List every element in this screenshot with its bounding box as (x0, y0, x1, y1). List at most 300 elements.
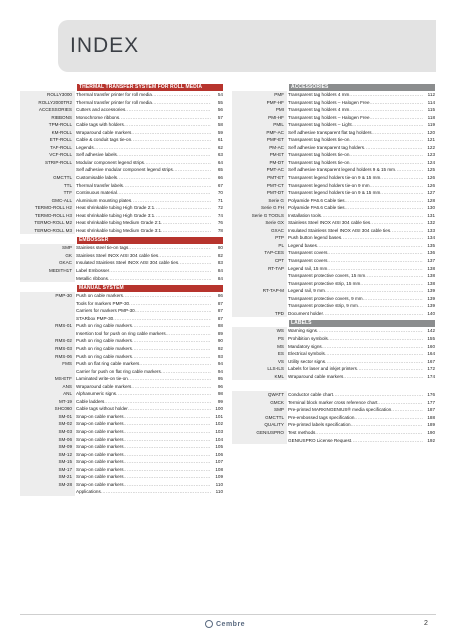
dot-leader (124, 121, 211, 129)
index-entry[interactable] (20, 330, 223, 338)
index-entry[interactable] (20, 436, 223, 444)
index-entry[interactable] (20, 136, 223, 144)
dot-leader (144, 159, 211, 167)
entry-page: 142 (427, 328, 435, 334)
index-entry[interactable] (232, 295, 435, 303)
entry-description-text: Snap-on cable markers (76, 444, 124, 450)
dot-leader (321, 212, 423, 220)
index-entry[interactable] (232, 265, 435, 273)
entry-code: SM-01 (20, 413, 75, 421)
dot-leader (152, 91, 211, 99)
index-entry[interactable] (20, 99, 223, 107)
entry-description (287, 212, 423, 220)
dot-leader (116, 390, 211, 398)
entry-page: 82 (217, 252, 223, 258)
index-entry[interactable] (20, 212, 223, 220)
dot-leader (391, 406, 423, 414)
entry-description (75, 330, 211, 338)
dot-leader (113, 315, 211, 323)
entry-page: 59 (217, 129, 223, 135)
section-header: ACCESSORIES (289, 84, 435, 91)
index-entry[interactable] (20, 151, 223, 159)
entry-description (287, 429, 423, 437)
index-entry[interactable] (20, 322, 223, 330)
entry-description-text: Snap-on cable markers (76, 459, 124, 465)
dot-leader (128, 405, 211, 413)
index-entry[interactable] (20, 443, 223, 451)
index-entry[interactable] (232, 106, 435, 114)
entry-page: 98 (217, 391, 223, 397)
entry-code: RMS-01 (20, 322, 75, 330)
entry-description-text: Push on ring cable markers (76, 345, 132, 351)
dot-leader (341, 234, 423, 242)
dot-leader (166, 330, 211, 338)
entry-code: ANL (20, 390, 75, 398)
entry-description-text: Legend bases (288, 242, 317, 248)
entry-description-text: Transparent protective strip, 15 mm (288, 280, 361, 286)
entry-code: PMF-HF (232, 99, 287, 107)
entry-description (287, 129, 423, 137)
entry-description (75, 405, 211, 413)
dot-leader (345, 197, 423, 205)
entry-description (287, 272, 423, 280)
dot-leader (132, 345, 211, 353)
index-entry[interactable] (20, 106, 223, 114)
entry-description (75, 166, 211, 174)
entry-code (20, 307, 75, 315)
index-entry[interactable] (232, 414, 435, 422)
entry-description-text: Transparent legend holders tie-on 9 & 15 mm (288, 175, 381, 181)
entry-page: 114 (427, 99, 435, 105)
index-entry[interactable] (232, 365, 435, 373)
entry-code: WS (232, 327, 287, 335)
index-entry[interactable] (20, 114, 223, 122)
entry-code: PS (232, 335, 287, 343)
index-entry[interactable] (20, 189, 223, 197)
index-entry[interactable] (232, 358, 435, 366)
entry-page: 137 (427, 258, 435, 264)
index-entry[interactable] (20, 481, 223, 489)
entry-description-text: Customisable labels (76, 175, 118, 181)
index-entry[interactable] (20, 91, 223, 99)
dot-leader (327, 257, 423, 265)
entry-code: ETF-ROLL (20, 136, 75, 144)
entry-code: PMT-DT (232, 189, 287, 197)
dot-leader (178, 259, 211, 267)
entry-code: PMT-ET (232, 174, 287, 182)
entry-description-text: Terminal block marker cross reference chart (288, 399, 378, 405)
entry-description (287, 159, 423, 167)
entry-description-text: Pre-printed labels specification (288, 422, 351, 428)
index-entry[interactable] (232, 166, 435, 174)
index-entry[interactable] (20, 360, 223, 368)
entry-code: TPM-ROLL (20, 121, 75, 129)
entry-description-text: Legend rail, 9 mm (288, 288, 325, 294)
entry-code: GMCTTL (232, 414, 287, 422)
index-entry[interactable] (20, 275, 223, 283)
entry-code: RT-TAP (232, 265, 287, 273)
index-entry[interactable] (20, 451, 223, 459)
entry-description-text: Insertion tool for push on ring cable markers (76, 330, 166, 336)
dot-leader (360, 280, 423, 288)
index-entry[interactable] (232, 257, 435, 265)
dot-leader (128, 375, 211, 383)
dot-leader (395, 166, 423, 174)
index-entry[interactable] (20, 375, 223, 383)
entry-page: 128 (427, 197, 435, 203)
entry-code: SM-28 (20, 481, 75, 489)
entry-description-text: Prohibition symbols (288, 335, 328, 341)
index-entry[interactable] (232, 204, 435, 212)
index-entry[interactable] (20, 405, 223, 413)
brand-name: Cembre (216, 620, 246, 628)
entry-description (75, 322, 211, 330)
index-entry[interactable] (20, 121, 223, 129)
index-entry[interactable] (232, 129, 435, 137)
entry-page: 126 (427, 182, 435, 188)
index-entry[interactable] (232, 302, 435, 310)
entry-page: 124 (427, 159, 435, 165)
entry-page: 57 (217, 114, 223, 120)
entry-page: 140 (427, 310, 435, 316)
dot-leader (357, 365, 423, 373)
entry-page: 100 (215, 406, 223, 412)
index-entry[interactable] (232, 144, 435, 152)
index-entry[interactable] (20, 353, 223, 361)
entry-page: 93 (217, 353, 223, 359)
entry-code: GMCTTL (20, 174, 75, 182)
entry-page: 131 (427, 212, 435, 218)
dot-leader (128, 244, 211, 252)
entry-description-text: Push on ring cable markers (76, 338, 132, 344)
entry-page: 155 (427, 335, 435, 341)
entry-code: PMT-CT (232, 182, 287, 190)
dot-leader (343, 373, 423, 381)
entry-description-text: Wraparound cable markers (288, 373, 344, 379)
entry-page: 132 (427, 220, 435, 226)
dot-leader (125, 106, 211, 114)
entry-code: TERMO-ROLL H3 (20, 212, 75, 220)
index-entry[interactable] (20, 488, 223, 496)
index-entry[interactable] (232, 437, 435, 445)
entry-description (75, 420, 211, 428)
index-entry[interactable] (20, 307, 223, 315)
entry-code: QUALITY (232, 421, 287, 429)
entry-code (20, 275, 75, 283)
index-entry[interactable] (232, 212, 435, 220)
dot-leader (370, 219, 423, 227)
dot-leader (131, 136, 211, 144)
entry-code: TAP-CES (232, 249, 287, 257)
dot-leader (352, 121, 423, 129)
entry-description-text: Polyamide PA6.6 Cable ties (288, 197, 345, 203)
index-entry[interactable] (20, 144, 223, 152)
entry-code: PMP-30 (20, 292, 75, 300)
entry-page: 110 (215, 489, 223, 495)
index-entry[interactable] (232, 159, 435, 167)
entry-page: 139 (427, 295, 435, 301)
entry-page: 192 (427, 437, 435, 443)
index-entry[interactable] (232, 99, 435, 107)
entry-description (75, 451, 211, 459)
entry-description (287, 280, 423, 288)
index-entry[interactable] (232, 421, 435, 429)
entry-code: RMS-02 (20, 337, 75, 345)
entry-code: SM-09 (20, 443, 75, 451)
index-entry[interactable] (232, 114, 435, 122)
entry-code: KML (232, 373, 287, 381)
entry-description (287, 249, 423, 257)
index-entry[interactable] (232, 287, 435, 295)
dot-leader (129, 300, 211, 308)
index-entry[interactable] (232, 227, 435, 235)
index-entry[interactable] (232, 121, 435, 129)
index-entry[interactable] (232, 350, 435, 358)
index-entry[interactable] (20, 390, 223, 398)
index-entry[interactable] (20, 182, 223, 190)
entry-description-text: Modular component legend strips (76, 159, 144, 165)
entry-description (287, 234, 423, 242)
dot-leader (317, 327, 423, 335)
index-entry[interactable] (20, 174, 223, 182)
index-entry[interactable] (232, 219, 435, 227)
entry-description-text: Transparent protective strip, 9 mm (288, 303, 358, 309)
entry-page: 64 (217, 159, 223, 165)
entry-page: 160 (427, 343, 435, 349)
dot-leader (119, 114, 211, 122)
entry-description-text: Stainless steel tie-on tags (76, 245, 129, 251)
entry-description (287, 327, 423, 335)
dot-leader (349, 151, 423, 159)
index-entry[interactable] (232, 189, 435, 197)
entry-code: ROLLY3000 (20, 91, 75, 99)
index-entry[interactable] (232, 391, 435, 399)
index-entry[interactable] (20, 300, 223, 308)
entry-code (232, 295, 287, 303)
dot-leader (131, 383, 211, 391)
entry-code: GXAC (232, 227, 287, 235)
index-entry[interactable] (20, 259, 223, 267)
entry-description (75, 275, 211, 283)
index-entry[interactable] (232, 327, 435, 335)
entry-page: 134 (427, 235, 435, 241)
dot-leader (327, 265, 423, 273)
entry-description (75, 121, 211, 129)
index-entry[interactable] (20, 428, 223, 436)
entry-page: 188 (427, 414, 435, 420)
entry-page: 172 (427, 366, 435, 372)
index-entry[interactable] (20, 227, 223, 235)
entry-description-text: Snap-on cable markers (76, 413, 124, 419)
dot-leader (370, 99, 423, 107)
dot-leader (354, 414, 423, 422)
entry-description-text: Stainless Steel INOX AISI 304 cable ties (288, 220, 371, 226)
index-entry[interactable] (232, 91, 435, 99)
index-entry[interactable] (20, 166, 223, 174)
index-entry[interactable] (20, 413, 223, 421)
index-entry[interactable] (232, 429, 435, 437)
entry-page: 62 (217, 144, 223, 150)
entry-description-text: Applications (76, 489, 101, 495)
entry-description-text: Cable tags with holders (76, 122, 124, 128)
entry-page: 87 (217, 308, 223, 314)
entry-description-text: Snap-on cable markers (76, 466, 124, 472)
entry-description (75, 390, 211, 398)
index-entry[interactable] (20, 292, 223, 300)
entry-description-text: Cable & conduit tags tie-on (76, 137, 132, 143)
index-entry[interactable] (232, 335, 435, 343)
entry-code (20, 300, 75, 308)
index-entry[interactable] (232, 310, 435, 318)
page-number: 2 (424, 620, 428, 627)
entry-description-text: Transparent covers (288, 258, 328, 264)
entry-code: GKAC (20, 259, 75, 267)
entry-description-text: Warning signs (288, 328, 317, 334)
dot-leader (131, 197, 211, 205)
index-entry[interactable] (232, 234, 435, 242)
entry-code (20, 330, 75, 338)
index-entry[interactable] (20, 219, 223, 227)
entry-description (287, 197, 423, 205)
index-entry[interactable] (20, 244, 223, 252)
entry-description (75, 428, 211, 436)
index-entry[interactable] (232, 197, 435, 205)
entry-page: 135 (427, 242, 435, 248)
entry-description (287, 358, 423, 366)
index-entry[interactable] (20, 267, 223, 275)
entry-description-text: Thermal transfer printer for roll media (76, 92, 152, 97)
entry-page: 190 (427, 429, 435, 435)
section-header: THERMAL TRANSFER SYSTEM FOR ROLL MEDIA (77, 84, 223, 91)
entry-description (75, 473, 211, 481)
index-entry[interactable] (232, 136, 435, 144)
entry-description (75, 383, 211, 391)
entry-description-text: Transparent legend holders tie-on 9 mm (288, 182, 370, 188)
index-entry[interactable] (232, 174, 435, 182)
entry-description (75, 259, 211, 267)
entry-code: TTL (20, 182, 75, 190)
entry-code (232, 437, 287, 445)
index-entry[interactable] (20, 315, 223, 323)
index-entry[interactable] (232, 242, 435, 250)
entry-description (287, 219, 423, 227)
index-entry[interactable] (20, 337, 223, 345)
dot-leader (333, 391, 423, 399)
entry-description-text: Heat shrinkable tubing Medium Grade 3:1 (76, 227, 162, 233)
dot-leader (124, 466, 212, 474)
entry-description (287, 204, 423, 212)
entry-code: Serie GX (232, 219, 287, 227)
index-entry[interactable] (20, 159, 223, 167)
index-entry[interactable] (232, 373, 435, 381)
dot-leader (117, 189, 211, 197)
index-entry[interactable] (20, 345, 223, 353)
entry-page: 70 (217, 190, 223, 196)
entry-description (287, 136, 423, 144)
index-entry[interactable] (232, 280, 435, 288)
entry-code: TPD (232, 310, 287, 318)
entry-description-text: Transparent legend holders tie-on 9 & 15 mm (288, 190, 381, 196)
entry-page: 65 (217, 167, 223, 173)
entry-page: 63 (217, 152, 223, 158)
entry-description (287, 391, 423, 399)
entry-description (287, 227, 423, 235)
entry-page: 87 (217, 315, 223, 321)
entry-description-text: Heat shrinkable tubing High Grade 2:1 (76, 205, 155, 211)
entry-description-text: Label Embosser (76, 268, 110, 274)
entry-description (75, 219, 211, 227)
dot-leader (364, 144, 423, 152)
entry-description (75, 197, 211, 205)
entry-description-text: Self adhesive transparent legend holders 9 & 15 mm (288, 167, 395, 173)
entry-code: VCF-ROLL (20, 151, 75, 159)
index-entry[interactable] (20, 197, 223, 205)
index-entry[interactable] (20, 252, 223, 260)
entry-page: 72 (217, 205, 223, 211)
index-entry[interactable] (232, 151, 435, 159)
index-entry[interactable] (20, 204, 223, 212)
index-entry[interactable] (20, 420, 223, 428)
entry-page: 136 (427, 250, 435, 256)
entry-page: 107 (215, 459, 223, 465)
entry-description-text: Legends (76, 144, 94, 150)
entry-code: Serie G FH (232, 204, 287, 212)
entry-page: 87 (217, 300, 223, 306)
entry-description-text: Self adhesive modular component legend strips (76, 167, 173, 173)
entry-code: MS (232, 343, 287, 351)
index-entry[interactable] (20, 458, 223, 466)
entry-description-text: Metallic ribbons (76, 275, 108, 281)
entry-description (287, 114, 423, 122)
entry-description-text: Thermal transfer printer for roll media (76, 99, 152, 105)
entry-description-text: Heat shrinkable tubing Medium Grade 2:1 (76, 220, 162, 226)
index-entry[interactable] (20, 398, 223, 406)
index-entry[interactable] (232, 182, 435, 190)
index-entry[interactable] (232, 343, 435, 351)
dot-leader (363, 295, 423, 303)
index-entry[interactable] (20, 383, 223, 391)
entry-page: 71 (217, 197, 223, 203)
dot-leader (124, 443, 212, 451)
dot-leader (131, 129, 211, 137)
entry-page: 133 (427, 227, 435, 233)
entry-page: 177 (427, 399, 435, 405)
index-entry[interactable] (232, 406, 435, 414)
entry-description (287, 287, 423, 295)
index-entry[interactable] (20, 466, 223, 474)
index-entry[interactable] (232, 272, 435, 280)
dot-leader (124, 481, 212, 489)
entry-code: Serie G (232, 197, 287, 205)
index-entry[interactable] (20, 368, 223, 376)
dot-leader (380, 174, 423, 182)
entry-description (75, 267, 211, 275)
dot-leader (345, 204, 423, 212)
entry-code: PMT-AC (232, 166, 287, 174)
entry-code: SMP (232, 406, 287, 414)
index-entry[interactable] (20, 473, 223, 481)
entry-description-text: Document holder (288, 310, 323, 316)
index-entry[interactable] (20, 129, 223, 137)
index-entry[interactable] (232, 249, 435, 257)
dot-leader (124, 413, 212, 421)
entry-code: TERMO-ROLL M2 (20, 219, 75, 227)
entry-description (75, 174, 211, 182)
entry-description-text: STARbox PMP-30 (76, 315, 114, 321)
entry-code: VS (232, 358, 287, 366)
index-entry[interactable] (232, 399, 435, 407)
entry-page: 58 (217, 122, 223, 128)
